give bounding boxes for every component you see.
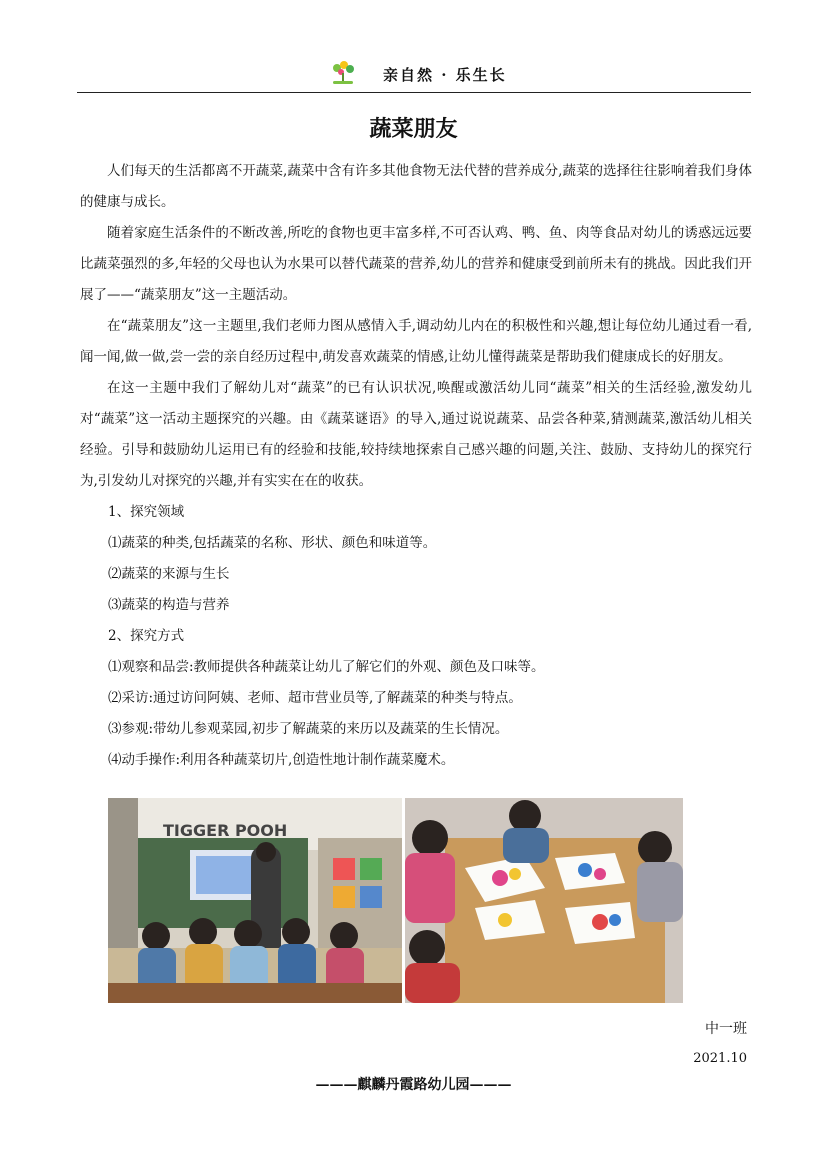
classroom-sign-text: TIGGER POOH bbox=[163, 821, 288, 840]
list-item: ⑵采访:通过访问阿姨、老师、超市营业员等,了解蔬菜的种类与特点。 bbox=[108, 690, 522, 706]
list-item: ⑶参观:带幼儿参观菜园,初步了解蔬菜的来历以及蔬菜的生长情况。 bbox=[108, 721, 509, 737]
list-item: ⑶蔬菜的构造与营养 bbox=[108, 597, 230, 613]
paragraph: 随着家庭生活条件的不断改善,所吃的食物也更丰富多样,不可否认鸡、鸭、鱼、肉等食品对幼儿的诱惑远远要比蔬菜强烈的多,年轻的父母也认为水果可以替代蔬菜的营养,幼儿的营养和健康受到前所未有的挑战。因此我们开展了——“蔬菜朋友”这一主题活动。 bbox=[80, 225, 752, 303]
page-header bbox=[77, 58, 751, 93]
class-name: 中一班 bbox=[705, 1021, 747, 1037]
page-title: 蔬菜朋友 bbox=[369, 116, 458, 142]
list-item: ⑵蔬菜的来源与生长 bbox=[108, 566, 230, 582]
section-heading: 1、探究领域 bbox=[108, 504, 185, 520]
paragraph: 在“蔬菜朋友”这一主题里,我们老师力图从感情入手,调动幼儿内在的积极性和兴趣,想让每位幼儿通过看一看,闻一闻,做一做,尝一尝的亲自经历过程中,萌发喜欢蔬菜的情感,让幼儿懂得蔬菜是帮助我们健康成长的好朋友。 bbox=[80, 318, 752, 365]
paragraph: 人们每天的生活都离不开蔬菜,蔬菜中含有许多其他食物无法代替的营养成分,蔬菜的选择往往影响着我们身体的健康与成长。 bbox=[80, 163, 752, 210]
article-body bbox=[80, 156, 752, 776]
header-motto: 亲自然 · 乐生长 bbox=[383, 66, 507, 84]
list-item: ⑴蔬菜的种类,包括蔬菜的名称、形状、颜色和味道等。 bbox=[108, 535, 437, 551]
paragraph: 在这一主题中我们了解幼儿对“蔬菜”的已有认识状况,唤醒或激活幼儿同“蔬菜”相关的生活经验,激发幼儿对“蔬菜”这一活动主题探究的兴趣。由《蔬菜谜语》的导入,通过说说蔬菜、品尝各种菜,猜测蔬菜,激活幼儿相关经验。引导和鼓励幼儿运用已有的经验和技能,较持续地探索自己感兴趣的问题,关注、鼓励、支持幼儿的探究行为,引发幼儿对探究的兴趣,并有实实在在的收获。 bbox=[80, 380, 752, 489]
sprout-logo-icon bbox=[329, 60, 357, 86]
section-heading: 2、探究方式 bbox=[108, 628, 185, 644]
footer-school-name: ———麒麟丹霞路幼儿园——— bbox=[315, 1077, 512, 1093]
activity-photos bbox=[108, 798, 683, 1003]
list-item: ⑷动手操作:利用各种蔬菜切片,创造性地计制作蔬菜魔术。 bbox=[108, 752, 455, 768]
list-item: ⑴观察和品尝:教师提供各种蔬菜让幼儿了解它们的外观、颜色及口味等。 bbox=[108, 659, 545, 675]
classroom-photo bbox=[108, 798, 402, 1003]
date: 2021.10 bbox=[693, 1051, 747, 1066]
vegetable-stamping-photo bbox=[405, 798, 683, 1003]
